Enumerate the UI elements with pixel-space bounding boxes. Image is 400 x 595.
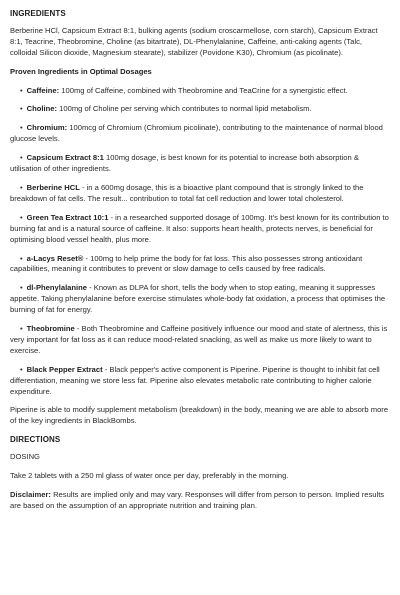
ingredient-item [10,283,391,316]
ingredients-list: Berberine HCl, Capsicum Extract 8:1, bulking agents (sodium croscarmellose, corn starch), Capsicum Extract 8:1, Teacrine, Theobromine, Choline (as bitartrate), DL-Phenylalanine, Caffeine, anti-caking agents (Talc, colloidal Silicon dioxide, Magnesium stearate), stabilizer (Povidone K30), Chromium (as picolinate). [10,25,378,57]
ingredient-item [10,213,391,246]
ingredient-description: - in a 600mg dosage, this is a bioactive plant compound that is strongly linked to the breakdown of fat cells. The result... contribution to total fat cell reduction and lower total cholesterol. [10,182,364,203]
ingredient-item [10,86,391,97]
ingredient-description: 100mg dosage, is best known for its potential to increase both absorption & utilisation of other ingredients. [10,153,359,174]
ingredient-name: Theobromine [26,324,75,334]
ingredient-name: a-Lacys Reset® [26,253,84,263]
ingredient-description: 100mg of Choline per serving which contributes to normal lipid metabolism. [57,104,312,114]
ingredient-description: - in a researched supported dosage of 100mg. It's best known for its contribution to burning fat and is a natural source of caffeine. It also: supports heart health, protects nerves, is beneficial for optimising blood vessel health, plus more. [10,212,389,244]
ingredient-name: Capsicum Extract 8:1 [26,153,104,163]
ingredient-name: Berberine HCL [26,182,80,192]
ingredient-item [10,123,391,145]
bullet: • [20,182,23,192]
bullet: • [20,283,23,293]
proven-ingredients-heading: Proven Ingredients in Optimal Dosages [10,66,152,76]
ingredient-item [10,254,391,276]
bullet: • [20,123,23,133]
ingredient-description: - 100mg to help prime the body for fat loss. This also possesses strong antioxidant capabilities, meaning it contributes to prevent or slow damage to cells caused by free radicals. [10,253,363,274]
ingredient-name: Caffeine: [26,85,60,95]
ingredient-description: 100mcg of Chromium (Chromium picolinate), contributing to the maintenance of normal blood glucose levels. [10,123,383,144]
disclaimer-text: Results are implied only and may vary. Responses will differ from person to person. Implied results are based on the assumption of an appropriate nutrition and training plan. [10,490,385,510]
bullet: • [20,253,23,263]
dosing-label: DOSING [10,452,40,462]
ingredient-item [10,104,391,115]
ingredient-name: Chromium: [26,123,68,133]
disclaimer-label: Disclaimer: [10,490,51,499]
bullet: • [20,324,23,334]
ingredient-item [10,365,391,398]
piperine-paragraph: Piperine is able to modify supplement metabolism (breakdown) in the body, meaning we are able to absorb more of the key ingredients in BlackBombs. [10,405,389,426]
ingredient-item [10,324,391,357]
ingredient-item [10,153,391,175]
ingredient-description: - Black pepper's active component is Piperine. Piperine is thought to inhibit fat cell differentiation, meaning we store less fat. Piperine also elevates metabolic rate contributing to higher calorie expenditure. [10,364,380,396]
dosing-text: Take 2 tablets with a 250 ml glass of water once per day, preferably in the morning. [10,471,289,481]
bullet: • [20,364,23,374]
bullet: • [20,212,23,222]
disclaimer [10,490,391,512]
ingredient-name: dl-Phenylalanine [26,283,88,293]
ingredient-description: 100mg of Caffeine, combined with Theobromine and TeaCrine for a synergistic effect. [59,85,348,95]
ingredient-description: - Known as DLPA for short, tells the body when to stop eating, meaning it suppresses appetite. Taking phenylalanine before exercise stimulates whole-body fat oxidation, a process that optimises the burning of fat for energy. [10,283,386,315]
bullet: • [20,153,23,163]
ingredient-name: Choline: [26,104,58,114]
ingredients-heading: INGREDIENTS [10,9,66,18]
bullet: • [20,85,23,95]
bullet: • [20,104,23,114]
ingredient-name: Green Tea Extract 10:1 [26,212,109,222]
ingredient-item [10,183,391,205]
ingredient-name: Black Pepper Extract [26,364,103,374]
directions-heading: DIRECTIONS [10,435,61,445]
ingredient-description: - Both Theobromine and Caffeine positively influence our mood and state of alertness, this is very important for fat loss as it can reduce mood-related snacking, as well as make us more likely to want to exercise. [10,324,388,355]
